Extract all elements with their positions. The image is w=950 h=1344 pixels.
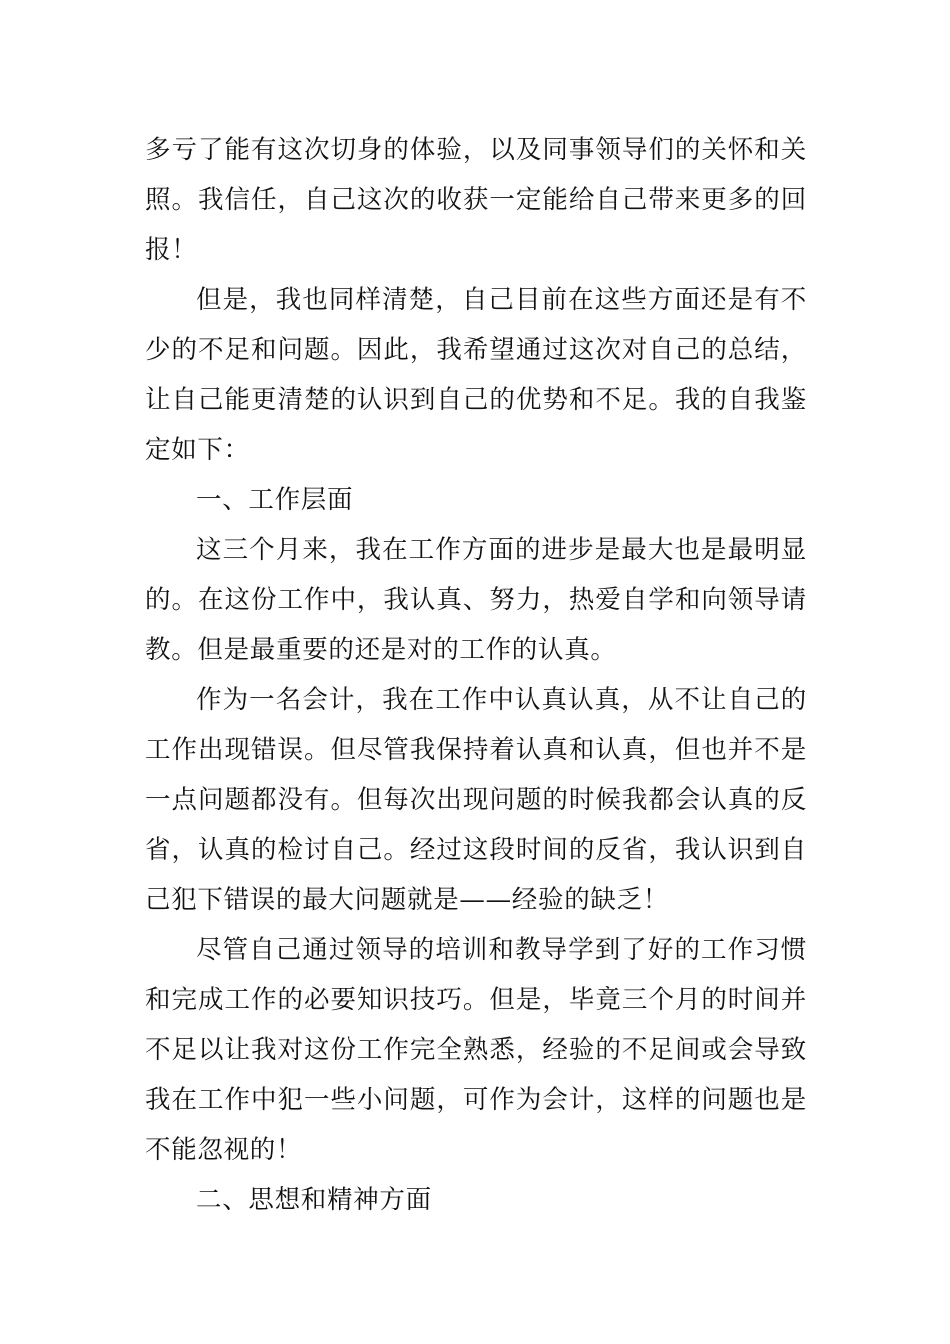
section-heading-work: 一、工作层面: [196, 485, 354, 515]
paragraph-experience: 尽管自己通过领导的培训和教导学到了好的工作习惯和完成工作的必要知识技巧。但是，毕竟三个月的时间并不足以让我对这份工作完全熟悉，经验的不足间或会导致我在工作中犯一些小问题，可作为会计，这样的问题也是不能忽视的！: [145, 935, 807, 1165]
paragraph-accountant-role: 作为一名会计，我在工作中认真认真，从不让自己的工作出现错误。但尽管我保持着认真和认真，但也并不是一点问题都没有。但每次出现问题的时候我都会认真的反省，认真的检讨自己。经过这段时间的反省，我认识到自己犯下错误的最大问题就是——经验的缺乏！: [145, 685, 807, 915]
paragraph-continuation: 多亏了能有这次切身的体验，以及同事领导们的关怀和关照。我信任，自己这次的收获一定能给自己带来更多的回报！: [145, 135, 807, 265]
paragraph-work-progress: 这三个月来，我在工作方面的进步是最大也是最明显的。在这份工作中，我认真、努力，热爱自学和向领导请教。但是最重要的还是对的工作的认真。: [145, 535, 807, 665]
section-heading-thought: 二、思想和精神方面: [196, 1185, 432, 1215]
document-body: [145, 125, 807, 1225]
paragraph-shortcomings: 但是，我也同样清楚，自己目前在这些方面还是有不少的不足和问题。因此，我希望通过这次对自己的总结，让自己能更清楚的认识到自己的优势和不足。我的自我鉴定如下：: [145, 285, 807, 465]
